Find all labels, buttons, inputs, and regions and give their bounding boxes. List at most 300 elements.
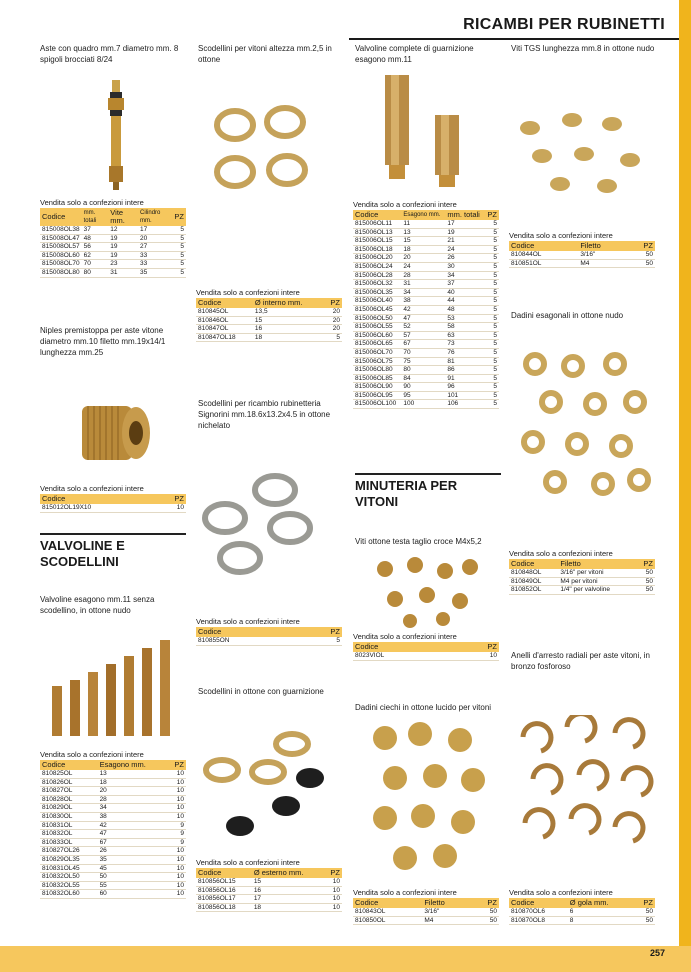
table-cell: 815006OL90	[353, 383, 401, 392]
table-cell: 48	[445, 305, 484, 314]
table-cell: 47	[98, 830, 168, 839]
col-header: Codice	[509, 559, 558, 569]
table-body	[40, 226, 186, 277]
table-cell: 20	[323, 308, 342, 316]
table-cell: 810832OL60	[40, 890, 98, 899]
product-description: Scodellini per vitoni altezza mm.2,5 in ottone	[198, 44, 332, 64]
table-cell: 53	[445, 314, 484, 323]
product-table	[196, 627, 342, 646]
table-cell: 810855ON	[196, 637, 302, 645]
table-cell: 5	[484, 297, 499, 306]
table-cell: 815006OL75	[353, 357, 401, 366]
table-cell: M4 per vitoni	[558, 577, 635, 586]
table-cell: 5	[484, 323, 499, 332]
table-cell: 18	[98, 778, 168, 787]
table-body	[196, 637, 342, 645]
table-row	[40, 804, 186, 813]
table-body	[196, 878, 342, 912]
col-header: Codice	[353, 642, 457, 652]
table-cell: 810847OL18	[196, 333, 253, 342]
table-row	[196, 878, 342, 886]
col-header: PZ	[484, 210, 499, 220]
product-description: Valvoline esagono mm.11 senza scodellino, in ottone nudo	[40, 595, 155, 615]
col-header: PZ	[472, 898, 499, 908]
table-cell: 815006OL11	[353, 220, 401, 228]
table-row	[353, 357, 499, 366]
table-cell: 13	[98, 770, 168, 778]
table-row	[353, 331, 499, 340]
table-cell: 810849OL	[509, 577, 558, 586]
side-accent-bar	[679, 0, 691, 972]
table-cell: 95	[401, 391, 445, 400]
table-cell: 815006OL50	[353, 314, 401, 323]
col-header: PZ	[457, 642, 499, 652]
table-cell: 91	[445, 374, 484, 383]
table-cell: 10	[167, 881, 186, 890]
table-cell: 815008OL70	[42, 260, 80, 268]
table-row	[40, 838, 186, 847]
col-header: Ø gola mm.	[568, 898, 634, 908]
table-cell: 815006OL95	[353, 391, 401, 400]
hex-valves-illustration	[375, 75, 475, 190]
table-cell: 35	[138, 268, 172, 277]
table-cell: 815006OL15	[353, 237, 401, 246]
table-row	[353, 228, 499, 237]
table-row	[509, 908, 655, 916]
table-cell: 106	[445, 400, 484, 409]
table-cell: 17	[138, 226, 172, 234]
table-cell: 24	[401, 262, 445, 271]
product-description: Valvoline complete di guarnizione esagono mm.11	[355, 44, 474, 64]
table-cell: 10	[167, 770, 186, 778]
table-cell: 8	[568, 916, 634, 925]
table-cell: 810850OL	[353, 916, 422, 925]
table-cell: 815006OL35	[353, 288, 401, 297]
table-cell: 10	[167, 795, 186, 804]
table-cell: 815008OL80	[42, 268, 80, 276]
table-cell: 17	[445, 220, 484, 228]
table-cell: 815006OL13	[353, 228, 401, 237]
table-cell: 810844OL	[509, 251, 578, 259]
table-cell: 815006OL28	[353, 271, 401, 280]
table-row	[509, 569, 655, 577]
table-cell: 5	[172, 268, 186, 277]
sale-note: Vendita solo a confezioni intere	[353, 632, 457, 641]
table-cell: 70	[82, 260, 109, 269]
table-row	[509, 916, 655, 925]
table-cell: 5	[484, 280, 499, 289]
table-cell: 810851OL	[509, 259, 578, 268]
product-table	[40, 208, 186, 278]
retaining-rings-illustration	[515, 715, 655, 875]
table-row	[353, 237, 499, 246]
hex-nuts-illustration	[515, 350, 655, 520]
table-cell: 26	[445, 254, 484, 263]
col-header: Ø interno mm.	[253, 298, 323, 308]
table-cell: 815008OL38	[42, 226, 80, 233]
table-cell: 3/16" per vitoni	[558, 569, 635, 577]
table-cell: 15	[252, 878, 324, 886]
table-row	[353, 314, 499, 323]
table-cell: 38	[401, 297, 445, 306]
table-cell: 90	[401, 383, 445, 392]
table-cell: 10	[167, 804, 186, 813]
col-header: Codice	[353, 898, 422, 908]
col-header: Filetto	[558, 559, 635, 569]
table-cell: 5	[484, 237, 499, 246]
table-cell: 37	[445, 280, 484, 289]
col-header: PZ	[628, 241, 655, 251]
table-cell: 20	[323, 316, 342, 325]
table-cell: 34	[98, 804, 168, 813]
table-cell: 47	[401, 314, 445, 323]
title-underline	[349, 38, 679, 40]
table-cell: 81	[445, 357, 484, 366]
table-cell: 5	[172, 260, 186, 269]
table-cell: 5	[484, 305, 499, 314]
table-row	[353, 254, 499, 263]
table-body	[40, 770, 186, 898]
table-cell: 70	[401, 348, 445, 357]
table-cell: 810832OL50	[40, 873, 98, 882]
table-cell: 19	[108, 243, 138, 252]
sale-note: Vendita solo a confezioni intere	[353, 888, 457, 897]
col-header: Codice	[40, 494, 156, 504]
table-cell: 63	[445, 331, 484, 340]
table-cell: 10	[167, 864, 186, 873]
table-row	[196, 316, 342, 325]
acorn-nuts-illustration	[365, 718, 495, 878]
table-cell: 48	[82, 234, 109, 243]
table-row	[196, 895, 342, 904]
table-cell: 5	[172, 243, 186, 252]
table-cell: 58	[445, 323, 484, 332]
table-cell: 815006OL18	[353, 245, 401, 254]
table-cell: 50	[472, 908, 499, 916]
table-cell: 40	[445, 288, 484, 297]
table-cell: 5	[302, 637, 342, 645]
table-cell: 50	[98, 873, 168, 882]
table-row	[353, 220, 499, 228]
table-cell: 15	[253, 316, 323, 325]
sale-note: Vendita solo a confezioni intere	[509, 549, 613, 558]
col-header: Esagono mm.	[401, 210, 445, 220]
table-body	[509, 251, 655, 268]
product-description: Viti TGS lunghezza mm.8 in ottone nudo	[511, 44, 655, 53]
table-row	[40, 251, 186, 260]
table-cell: 100	[401, 400, 445, 409]
table-cell: 810830OL	[40, 812, 98, 821]
table-cell: 5	[172, 226, 186, 234]
table-cell: 810843OL	[353, 908, 422, 916]
table-cell: 810870OL8	[509, 916, 568, 925]
table-cell: 13,5	[253, 308, 323, 316]
product-table	[509, 559, 655, 595]
table-cell: 5	[484, 374, 499, 383]
col-header: Cilindro mm.	[138, 208, 172, 226]
table-row	[196, 903, 342, 912]
table-row	[353, 400, 499, 409]
table-cell: 24	[445, 245, 484, 254]
table-row	[40, 243, 186, 252]
table-cell: 27	[138, 243, 172, 252]
table-row	[40, 268, 186, 277]
table-cell: 30	[445, 262, 484, 271]
table-cell: 810845OL	[196, 308, 253, 316]
table-cell: 20	[401, 254, 445, 263]
table-cell: 84	[401, 374, 445, 383]
table-cell: 5	[484, 391, 499, 400]
table-cell: 5	[484, 245, 499, 254]
table-cell: 815006OL65	[353, 340, 401, 349]
table-cell: 810847OL	[196, 325, 253, 334]
table-body	[353, 652, 499, 660]
table-cell: 17	[252, 895, 324, 904]
table-body	[509, 569, 655, 594]
product-table	[196, 868, 342, 912]
table-row	[509, 259, 655, 268]
table-cell: 10	[167, 890, 186, 899]
table-cell: 810826OL	[40, 778, 98, 787]
table-body	[509, 908, 655, 925]
table-row	[353, 280, 499, 289]
product-description: Dadini ciechi in ottone lucido per vitoni	[355, 703, 492, 712]
table-cell: 75	[401, 357, 445, 366]
sale-note: Vendita solo a confezioni intere	[509, 888, 613, 897]
col-header: PZ	[156, 494, 186, 504]
table-cell: 810829OL	[40, 804, 98, 813]
table-cell: 15	[401, 237, 445, 246]
table-cell: 815006OL24	[353, 262, 401, 271]
table-cell: 62	[82, 251, 109, 260]
table-body	[40, 504, 186, 512]
table-row	[509, 251, 655, 259]
section-heading: VALVOLINE E SCODELLINI	[40, 533, 186, 570]
table-row	[353, 245, 499, 254]
table-row	[40, 260, 186, 269]
table-cell: 815006OL85	[353, 374, 401, 383]
table-cell: 5	[484, 271, 499, 280]
table-cell: 5	[484, 348, 499, 357]
table-row	[40, 778, 186, 787]
table-row	[353, 348, 499, 357]
table-cell: 18	[252, 903, 324, 912]
table-cell: 810832OL55	[40, 881, 98, 890]
table-cell: 73	[445, 340, 484, 349]
table-cell: 16	[252, 886, 324, 895]
table-cell: 37	[82, 226, 109, 234]
table-cell: 815006OL100	[353, 400, 401, 409]
table-cell: 810833OL	[40, 838, 98, 847]
table-cell: 810827OL26	[40, 847, 98, 856]
table-cell: 19	[108, 234, 138, 243]
table-row	[40, 226, 186, 234]
table-row	[196, 886, 342, 895]
table-cell: 810856OL17	[196, 895, 252, 904]
table-cell: 23	[108, 260, 138, 269]
table-cell: 815008OL60	[42, 251, 80, 259]
table-cell: 10	[167, 812, 186, 821]
col-header: PZ	[302, 627, 342, 637]
product-table	[196, 298, 342, 342]
table-cell: 44	[445, 297, 484, 306]
table-cell: 55	[98, 881, 168, 890]
table-cell: 810846OL	[196, 316, 253, 325]
table-cell: 18	[401, 245, 445, 254]
table-cell: 815006OL32	[353, 280, 401, 289]
sale-note: Vendita solo a confezioni intere	[40, 750, 144, 759]
col-header: Codice	[40, 760, 98, 770]
table-cell: 8023VIOL	[353, 652, 457, 660]
table-cell: 815006OL20	[353, 254, 401, 263]
table-cell: 815006OL55	[353, 323, 401, 332]
product-description: Dadini esagonali in ottone nudo	[511, 311, 624, 320]
product-table	[353, 210, 499, 409]
page-title: RICAMBI PER RUBINETTI	[463, 16, 665, 33]
table-cell: 35	[98, 855, 168, 864]
table-body	[353, 220, 499, 409]
table-cell: 810827OL	[40, 787, 98, 796]
sale-note: Vendita solo a confezioni intere	[196, 858, 300, 867]
table-cell: 10	[457, 652, 499, 660]
product-table	[40, 760, 186, 899]
table-cell: 9	[167, 821, 186, 830]
table-cell: 52	[401, 323, 445, 332]
table-row	[40, 847, 186, 856]
table-cell: 50	[634, 916, 655, 925]
table-cell: M4	[422, 916, 471, 925]
stem-valve-illustration	[98, 80, 134, 190]
table-row	[509, 586, 655, 595]
table-row	[40, 234, 186, 243]
product-description: Aste con quadro mm.7 diametro mm. 8 spigoli brocciati 8/24	[40, 44, 179, 64]
table-cell: 10	[156, 504, 186, 512]
table-cell: 810828OL	[40, 795, 98, 804]
table-cell: 810831OL45	[40, 864, 98, 873]
col-header: PZ	[172, 208, 186, 226]
table-row	[196, 308, 342, 316]
table-cell: 28	[401, 271, 445, 280]
table-cell: 5	[172, 234, 186, 243]
cups-illustration	[205, 100, 325, 200]
table-cell: 810856OL18	[196, 903, 252, 912]
table-cell: 810870OL6	[509, 908, 568, 916]
col-header: Codice	[40, 208, 82, 226]
table-cell: 76	[445, 348, 484, 357]
table-cell: 18	[253, 333, 323, 342]
table-cell: 5	[484, 220, 499, 228]
footer-band	[0, 946, 691, 972]
tgs-screws-illustration	[512, 110, 652, 195]
table-row	[509, 577, 655, 586]
table-cell: 33	[138, 251, 172, 260]
table-row	[40, 787, 186, 796]
table-cell: 26	[98, 847, 168, 856]
table-row	[353, 366, 499, 375]
table-cell: 60	[98, 890, 168, 899]
table-cell: 10	[324, 886, 342, 895]
table-row	[40, 812, 186, 821]
table-cell: 6	[568, 908, 634, 916]
product-description: Scodellini in ottone con guarnizione	[198, 687, 324, 696]
col-header: Ø esterno mm.	[252, 868, 324, 878]
col-header: Codice	[196, 298, 253, 308]
table-cell: 12	[108, 226, 138, 234]
table-cell: 10	[167, 778, 186, 787]
table-cell: 56	[82, 243, 109, 252]
table-cell: 45	[98, 864, 168, 873]
table-cell: 42	[401, 305, 445, 314]
col-header: PZ	[324, 868, 342, 878]
table-cell: 21	[445, 237, 484, 246]
table-row	[353, 340, 499, 349]
table-cell: 810848OL	[509, 569, 558, 577]
product-table	[40, 494, 186, 513]
table-row	[353, 305, 499, 314]
table-cell: 5	[484, 383, 499, 392]
table-cell: M4	[578, 259, 627, 268]
col-header: Codice	[196, 868, 252, 878]
table-cell: 810825OL	[40, 770, 98, 778]
table-row	[353, 262, 499, 271]
table-cell: 50	[472, 916, 499, 925]
table-cell: 810831OL	[40, 821, 98, 830]
table-cell: 50	[628, 251, 655, 259]
table-cell: 815008OL57	[42, 243, 80, 251]
table-cell: 57	[401, 331, 445, 340]
table-cell: 815012OL19X10	[40, 504, 156, 512]
table-cell: 815008OL47	[42, 234, 80, 242]
table-cell: 67	[98, 838, 168, 847]
col-header: Codice	[509, 898, 568, 908]
table-cell: 1/4" per valvoline	[558, 586, 635, 595]
table-cell: 10	[324, 895, 342, 904]
table-cell: 5	[484, 262, 499, 271]
product-table	[509, 898, 655, 925]
table-cell: 5	[484, 314, 499, 323]
table-cell: 815006OL60	[353, 331, 401, 340]
table-cell: 28	[98, 795, 168, 804]
table-cell: 815006OL45	[353, 305, 401, 314]
product-table	[353, 898, 499, 925]
table-row	[40, 830, 186, 839]
table-row	[40, 770, 186, 778]
table-cell: 10	[324, 878, 342, 886]
table-cell: 50	[635, 586, 655, 595]
table-row	[353, 916, 499, 925]
table-row	[353, 297, 499, 306]
table-cell: 810856OL16	[196, 886, 252, 895]
cups-illustration	[200, 730, 335, 840]
table-cell: 815006OL80	[353, 366, 401, 375]
col-header: Codice	[196, 627, 302, 637]
table-cell: 815006OL70	[353, 348, 401, 357]
table-cell: 31	[401, 280, 445, 289]
table-row	[196, 637, 342, 645]
nipple-fitting-illustration	[80, 400, 152, 466]
table-row	[353, 288, 499, 297]
table-cell: 96	[445, 383, 484, 392]
sale-note: Vendita solo a confezioni intere	[196, 288, 300, 297]
col-header: Vite mm.	[108, 208, 138, 226]
col-header: Filetto	[422, 898, 471, 908]
table-cell: 50	[635, 577, 655, 586]
table-row	[196, 333, 342, 342]
sale-note: Vendita solo a confezioni intere	[40, 198, 144, 207]
table-cell: 10	[324, 903, 342, 912]
table-row	[196, 325, 342, 334]
table-cell: 16	[253, 325, 323, 334]
